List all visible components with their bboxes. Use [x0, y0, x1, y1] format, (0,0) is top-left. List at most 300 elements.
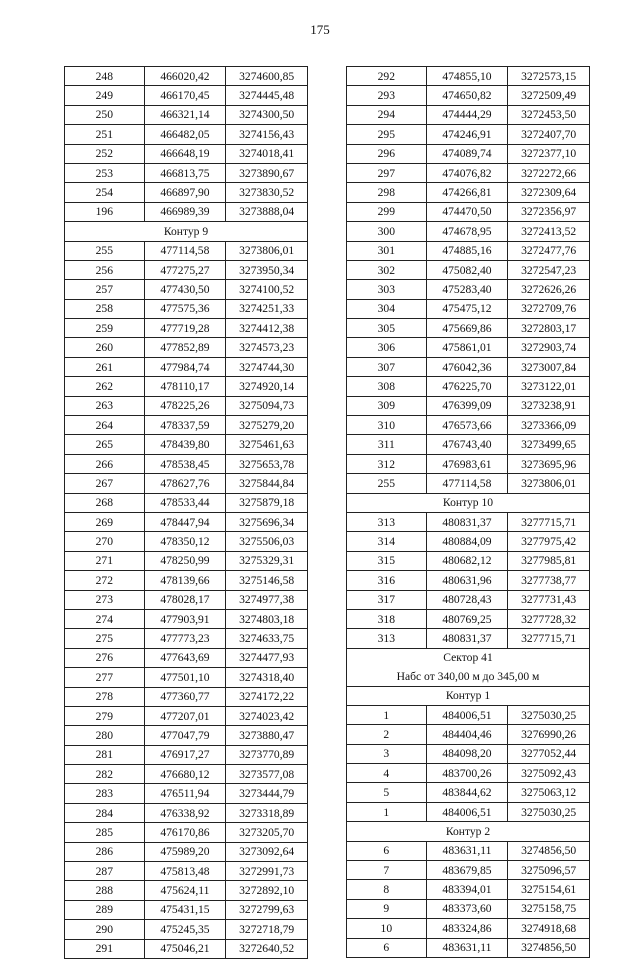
- y-coordinate-cell: 3274156,43: [226, 125, 308, 144]
- point-number-cell: 272: [65, 571, 145, 590]
- point-number-cell: 310: [347, 416, 427, 435]
- y-coordinate-cell: 3272547,23: [508, 260, 590, 279]
- table-row: [347, 609, 590, 628]
- point-number-cell: 268: [65, 493, 145, 512]
- x-coordinate-cell: 475669,86: [426, 319, 508, 338]
- x-coordinate-cell: 474089,74: [426, 144, 508, 163]
- point-number-cell: 275: [65, 629, 145, 648]
- x-coordinate-cell: 476573,66: [426, 416, 508, 435]
- point-number-cell: 250: [65, 105, 145, 124]
- point-number-cell: 295: [347, 125, 427, 144]
- x-coordinate-cell: 477903,91: [144, 609, 226, 628]
- x-coordinate-cell: 475624,11: [144, 881, 226, 900]
- x-coordinate-cell: 477773,23: [144, 629, 226, 648]
- y-coordinate-cell: 3277728,32: [508, 609, 590, 628]
- y-coordinate-cell: 3274318,40: [226, 668, 308, 687]
- x-coordinate-cell: 480682,12: [426, 551, 508, 570]
- point-number-cell: 263: [65, 396, 145, 415]
- point-number-cell: 5: [347, 783, 427, 802]
- point-number-cell: 298: [347, 183, 427, 202]
- point-number-cell: 269: [65, 512, 145, 531]
- y-coordinate-cell: 3274744,30: [226, 357, 308, 376]
- point-number-cell: 255: [65, 241, 145, 260]
- y-coordinate-cell: 3277975,42: [508, 532, 590, 551]
- y-coordinate-cell: 3277985,81: [508, 551, 590, 570]
- x-coordinate-cell: 478110,17: [144, 377, 226, 396]
- y-coordinate-cell: 3273122,01: [508, 377, 590, 396]
- x-coordinate-cell: 475431,15: [144, 900, 226, 919]
- table-row: [65, 590, 308, 609]
- x-coordinate-cell: 474650,82: [426, 86, 508, 105]
- point-number-cell: 302: [347, 260, 427, 279]
- x-coordinate-cell: 476225,70: [426, 377, 508, 396]
- point-number-cell: 258: [65, 299, 145, 318]
- x-coordinate-cell: 477047,79: [144, 726, 226, 745]
- y-coordinate-cell: 3273318,89: [226, 803, 308, 822]
- point-number-cell: 265: [65, 435, 145, 454]
- section-header: Набс от 340,00 м до 345,00 м: [347, 667, 590, 686]
- x-coordinate-cell: 477643,69: [144, 648, 226, 667]
- y-coordinate-cell: 3274573,23: [226, 338, 308, 357]
- table-row: [347, 357, 590, 376]
- y-coordinate-cell: 3274477,93: [226, 648, 308, 667]
- x-coordinate-cell: 477207,01: [144, 706, 226, 725]
- y-coordinate-cell: 3272272,66: [508, 163, 590, 182]
- x-coordinate-cell: 475283,40: [426, 280, 508, 299]
- y-coordinate-cell: 3272799,63: [226, 900, 308, 919]
- y-coordinate-cell: 3275092,43: [508, 764, 590, 783]
- y-coordinate-cell: 3275158,75: [508, 899, 590, 918]
- point-number-cell: 291: [65, 939, 145, 958]
- x-coordinate-cell: 477275,27: [144, 260, 226, 279]
- table-row: [347, 532, 590, 551]
- point-number-cell: 252: [65, 144, 145, 163]
- y-coordinate-cell: 3274977,38: [226, 590, 308, 609]
- point-number-cell: 287: [65, 862, 145, 881]
- x-coordinate-cell: 478139,66: [144, 571, 226, 590]
- y-coordinate-cell: 3272903,74: [508, 338, 590, 357]
- table-row: [347, 396, 590, 415]
- table-row: [65, 629, 308, 648]
- table-row: [65, 648, 308, 667]
- point-number-cell: 300: [347, 222, 427, 241]
- y-coordinate-cell: 3272892,10: [226, 881, 308, 900]
- x-coordinate-cell: 477114,58: [144, 241, 226, 260]
- y-coordinate-cell: 3273577,08: [226, 765, 308, 784]
- point-number-cell: 306: [347, 338, 427, 357]
- table-row: [65, 532, 308, 551]
- point-number-cell: 267: [65, 474, 145, 493]
- x-coordinate-cell: 466321,14: [144, 105, 226, 124]
- point-number-cell: 2: [347, 725, 427, 744]
- table-row: [65, 920, 308, 939]
- y-coordinate-cell: 3272407,70: [508, 125, 590, 144]
- y-coordinate-cell: 3273238,91: [508, 396, 590, 415]
- table-row: [347, 86, 590, 105]
- y-coordinate-cell: 3272453,50: [508, 105, 590, 124]
- table-row: [347, 861, 590, 880]
- y-coordinate-cell: 3274633,75: [226, 629, 308, 648]
- y-coordinate-cell: 3275879,18: [226, 493, 308, 512]
- table-row: [347, 125, 590, 144]
- point-number-cell: 286: [65, 842, 145, 861]
- y-coordinate-cell: 3273695,96: [508, 454, 590, 473]
- table-row: [347, 67, 590, 86]
- point-number-cell: 273: [65, 590, 145, 609]
- y-coordinate-cell: 3272356,97: [508, 202, 590, 221]
- table-row: [65, 842, 308, 861]
- x-coordinate-cell: 476338,92: [144, 803, 226, 822]
- x-coordinate-cell: 483631,11: [426, 841, 508, 860]
- point-number-cell: 294: [347, 105, 427, 124]
- table-row: [347, 590, 590, 609]
- table-row: [347, 163, 590, 182]
- point-number-cell: 301: [347, 241, 427, 260]
- table-row: [65, 668, 308, 687]
- y-coordinate-cell: 3275154,61: [508, 880, 590, 899]
- table-row: [65, 609, 308, 628]
- coordinates-table-left: [64, 66, 308, 959]
- y-coordinate-cell: 3272509,49: [508, 86, 590, 105]
- y-coordinate-cell: 3274412,38: [226, 319, 308, 338]
- y-coordinate-cell: 3273366,09: [508, 416, 590, 435]
- y-coordinate-cell: 3273007,84: [508, 357, 590, 376]
- x-coordinate-cell: 484006,51: [426, 802, 508, 821]
- x-coordinate-cell: 476983,61: [426, 454, 508, 473]
- table-row: [65, 571, 308, 590]
- y-coordinate-cell: 3277052,44: [508, 744, 590, 763]
- x-coordinate-cell: 480728,43: [426, 590, 508, 609]
- point-number-cell: 304: [347, 299, 427, 318]
- y-coordinate-cell: 3274856,50: [508, 938, 590, 957]
- point-number-cell: 261: [65, 357, 145, 376]
- point-number-cell: 281: [65, 745, 145, 764]
- y-coordinate-cell: 3273444,79: [226, 784, 308, 803]
- x-coordinate-cell: 476170,86: [144, 823, 226, 842]
- y-coordinate-cell: 3272991,73: [226, 862, 308, 881]
- x-coordinate-cell: 476743,40: [426, 435, 508, 454]
- point-number-cell: 289: [65, 900, 145, 919]
- x-coordinate-cell: 466813,75: [144, 163, 226, 182]
- point-number-cell: 283: [65, 784, 145, 803]
- point-number-cell: 307: [347, 357, 427, 376]
- table-row: [347, 222, 590, 241]
- y-coordinate-cell: 3273880,47: [226, 726, 308, 745]
- table-row: [65, 784, 308, 803]
- table-row: [347, 435, 590, 454]
- point-number-cell: 313: [347, 629, 427, 648]
- y-coordinate-cell: 3275329,31: [226, 551, 308, 570]
- table-row: [65, 299, 308, 318]
- y-coordinate-cell: 3272709,76: [508, 299, 590, 318]
- y-coordinate-cell: 3274445,48: [226, 86, 308, 105]
- table-row: [65, 435, 308, 454]
- section-header: Контур 9: [65, 222, 308, 241]
- table-row: [65, 396, 308, 415]
- y-coordinate-cell: 3273806,01: [508, 474, 590, 493]
- table-row: [347, 551, 590, 570]
- x-coordinate-cell: 476399,09: [426, 396, 508, 415]
- point-number-cell: 6: [347, 938, 427, 957]
- x-coordinate-cell: 483700,26: [426, 764, 508, 783]
- y-coordinate-cell: 3273830,52: [226, 183, 308, 202]
- table-row: [347, 764, 590, 783]
- x-coordinate-cell: 475082,40: [426, 260, 508, 279]
- table-row: [65, 144, 308, 163]
- point-number-cell: 266: [65, 454, 145, 473]
- point-number-cell: 305: [347, 319, 427, 338]
- x-coordinate-cell: 483324,86: [426, 919, 508, 938]
- y-coordinate-cell: 3273205,70: [226, 823, 308, 842]
- table-row: [347, 938, 590, 957]
- point-number-cell: 284: [65, 803, 145, 822]
- x-coordinate-cell: 475813,48: [144, 862, 226, 881]
- point-number-cell: 313: [347, 512, 427, 531]
- x-coordinate-cell: 478533,44: [144, 493, 226, 512]
- x-coordinate-cell: 474885,16: [426, 241, 508, 260]
- table-row: [347, 744, 590, 763]
- point-number-cell: 318: [347, 609, 427, 628]
- y-coordinate-cell: 3272803,17: [508, 319, 590, 338]
- x-coordinate-cell: 474246,91: [426, 125, 508, 144]
- table-row: [65, 881, 308, 900]
- point-number-cell: 292: [347, 67, 427, 86]
- point-number-cell: 4: [347, 764, 427, 783]
- point-number-cell: 255: [347, 474, 427, 493]
- table-row: [65, 706, 308, 725]
- y-coordinate-cell: 3274172,22: [226, 687, 308, 706]
- y-coordinate-cell: 3275030,25: [508, 802, 590, 821]
- point-number-cell: 296: [347, 144, 427, 163]
- table-row: [65, 823, 308, 842]
- table-row: [347, 299, 590, 318]
- y-coordinate-cell: 3272718,79: [226, 920, 308, 939]
- x-coordinate-cell: 478439,80: [144, 435, 226, 454]
- table-row: [65, 765, 308, 784]
- table-row: [347, 783, 590, 802]
- point-number-cell: 196: [65, 202, 145, 221]
- x-coordinate-cell: 475861,01: [426, 338, 508, 357]
- y-coordinate-cell: 3273806,01: [226, 241, 308, 260]
- point-number-cell: 251: [65, 125, 145, 144]
- x-coordinate-cell: 477430,50: [144, 280, 226, 299]
- x-coordinate-cell: 474076,82: [426, 163, 508, 182]
- y-coordinate-cell: 3272477,76: [508, 241, 590, 260]
- x-coordinate-cell: 483394,01: [426, 880, 508, 899]
- point-number-cell: 248: [65, 67, 145, 86]
- point-number-cell: 297: [347, 163, 427, 182]
- y-coordinate-cell: 3275461,63: [226, 435, 308, 454]
- y-coordinate-cell: 3276990,26: [508, 725, 590, 744]
- y-coordinate-cell: 3272640,52: [226, 939, 308, 958]
- point-number-cell: 311: [347, 435, 427, 454]
- section-header: Сектор 41: [347, 648, 590, 667]
- x-coordinate-cell: 475046,21: [144, 939, 226, 958]
- x-coordinate-cell: 480769,25: [426, 609, 508, 628]
- table-row: [65, 86, 308, 105]
- y-coordinate-cell: 3275063,12: [508, 783, 590, 802]
- point-number-cell: 7: [347, 861, 427, 880]
- point-number-cell: 253: [65, 163, 145, 182]
- table-row: [65, 862, 308, 881]
- x-coordinate-cell: 478028,17: [144, 590, 226, 609]
- point-number-cell: 278: [65, 687, 145, 706]
- table-row: [65, 357, 308, 376]
- y-coordinate-cell: 3277715,71: [508, 512, 590, 531]
- x-coordinate-cell: 466020,42: [144, 67, 226, 86]
- table-row: [347, 377, 590, 396]
- y-coordinate-cell: 3275506,03: [226, 532, 308, 551]
- point-number-cell: 270: [65, 532, 145, 551]
- section-header-row: [347, 686, 590, 705]
- x-coordinate-cell: 477501,10: [144, 668, 226, 687]
- table-row: [347, 319, 590, 338]
- point-number-cell: 293: [347, 86, 427, 105]
- y-coordinate-cell: 3274100,52: [226, 280, 308, 299]
- y-coordinate-cell: 3277715,71: [508, 629, 590, 648]
- table-row: [347, 705, 590, 724]
- x-coordinate-cell: 466170,45: [144, 86, 226, 105]
- section-header-row: [65, 222, 308, 241]
- point-number-cell: 259: [65, 319, 145, 338]
- point-number-cell: 8: [347, 880, 427, 899]
- x-coordinate-cell: 483373,60: [426, 899, 508, 918]
- x-coordinate-cell: 483679,85: [426, 861, 508, 880]
- table-row: [65, 939, 308, 958]
- table-row: [65, 493, 308, 512]
- x-coordinate-cell: 476511,94: [144, 784, 226, 803]
- x-coordinate-cell: 483631,11: [426, 938, 508, 957]
- point-number-cell: 9: [347, 899, 427, 918]
- section-header-row: [347, 822, 590, 841]
- table-row: [65, 726, 308, 745]
- point-number-cell: 317: [347, 590, 427, 609]
- x-coordinate-cell: 480884,09: [426, 532, 508, 551]
- x-coordinate-cell: 466897,90: [144, 183, 226, 202]
- x-coordinate-cell: 474678,95: [426, 222, 508, 241]
- point-number-cell: 299: [347, 202, 427, 221]
- point-number-cell: 290: [65, 920, 145, 939]
- y-coordinate-cell: 3273770,89: [226, 745, 308, 764]
- section-header: Контур 2: [347, 822, 590, 841]
- y-coordinate-cell: 3274856,50: [508, 841, 590, 860]
- table-row: [347, 241, 590, 260]
- point-number-cell: 315: [347, 551, 427, 570]
- table-row: [347, 454, 590, 473]
- x-coordinate-cell: 475475,12: [426, 299, 508, 318]
- table-row: [65, 687, 308, 706]
- x-coordinate-cell: 484404,46: [426, 725, 508, 744]
- x-coordinate-cell: 474470,50: [426, 202, 508, 221]
- x-coordinate-cell: 475989,20: [144, 842, 226, 861]
- table-row: [347, 512, 590, 531]
- table-row: [65, 260, 308, 279]
- point-number-cell: 288: [65, 881, 145, 900]
- x-coordinate-cell: 477114,58: [426, 474, 508, 493]
- x-coordinate-cell: 466989,39: [144, 202, 226, 221]
- table-row: [65, 745, 308, 764]
- x-coordinate-cell: 480631,96: [426, 571, 508, 590]
- y-coordinate-cell: 3272377,10: [508, 144, 590, 163]
- x-coordinate-cell: 474855,10: [426, 67, 508, 86]
- y-coordinate-cell: 3275030,25: [508, 705, 590, 724]
- page-number: 175: [310, 22, 330, 37]
- y-coordinate-cell: 3273950,34: [226, 260, 308, 279]
- table-row: [347, 474, 590, 493]
- point-number-cell: 264: [65, 416, 145, 435]
- table-row: [65, 454, 308, 473]
- x-coordinate-cell: 466648,19: [144, 144, 226, 163]
- x-coordinate-cell: 478225,26: [144, 396, 226, 415]
- x-coordinate-cell: 474444,29: [426, 105, 508, 124]
- point-number-cell: 282: [65, 765, 145, 784]
- table-row: [65, 416, 308, 435]
- x-coordinate-cell: 475245,35: [144, 920, 226, 939]
- table-row: [65, 183, 308, 202]
- x-coordinate-cell: 477719,28: [144, 319, 226, 338]
- y-coordinate-cell: 3277738,77: [508, 571, 590, 590]
- section-header-row: [347, 493, 590, 512]
- point-number-cell: 260: [65, 338, 145, 357]
- x-coordinate-cell: 477852,89: [144, 338, 226, 357]
- x-coordinate-cell: 483844,62: [426, 783, 508, 802]
- x-coordinate-cell: 477984,74: [144, 357, 226, 376]
- table-row: [65, 105, 308, 124]
- point-number-cell: 254: [65, 183, 145, 202]
- coordinates-table-right: [346, 66, 590, 958]
- point-number-cell: 3: [347, 744, 427, 763]
- y-coordinate-cell: 3275844,84: [226, 474, 308, 493]
- table-row: [65, 241, 308, 260]
- table-row: [65, 163, 308, 182]
- x-coordinate-cell: 466482,05: [144, 125, 226, 144]
- y-coordinate-cell: 3272309,64: [508, 183, 590, 202]
- y-coordinate-cell: 3273092,64: [226, 842, 308, 861]
- table-row: [347, 629, 590, 648]
- y-coordinate-cell: 3272573,15: [508, 67, 590, 86]
- y-coordinate-cell: 3272413,52: [508, 222, 590, 241]
- section-header: Контур 1: [347, 686, 590, 705]
- table-row: [347, 725, 590, 744]
- table-row: [347, 802, 590, 821]
- table-row: [347, 183, 590, 202]
- x-coordinate-cell: 478627,76: [144, 474, 226, 493]
- table-row: [347, 880, 590, 899]
- section-header-row: [347, 648, 590, 667]
- y-coordinate-cell: 3274803,18: [226, 609, 308, 628]
- point-number-cell: 280: [65, 726, 145, 745]
- point-number-cell: 257: [65, 280, 145, 299]
- y-coordinate-cell: 3275279,20: [226, 416, 308, 435]
- point-number-cell: 1: [347, 802, 427, 821]
- table-row: [65, 474, 308, 493]
- x-coordinate-cell: 484098,20: [426, 744, 508, 763]
- point-number-cell: 279: [65, 706, 145, 725]
- y-coordinate-cell: 3272626,26: [508, 280, 590, 299]
- x-coordinate-cell: 476680,12: [144, 765, 226, 784]
- x-coordinate-cell: 477575,36: [144, 299, 226, 318]
- x-coordinate-cell: 476917,27: [144, 745, 226, 764]
- point-number-cell: 262: [65, 377, 145, 396]
- table-row: [65, 280, 308, 299]
- table-row: [65, 900, 308, 919]
- point-number-cell: 285: [65, 823, 145, 842]
- y-coordinate-cell: 3273890,67: [226, 163, 308, 182]
- table-row: [347, 280, 590, 299]
- table-row: [347, 105, 590, 124]
- x-coordinate-cell: 480831,37: [426, 629, 508, 648]
- point-number-cell: 10: [347, 919, 427, 938]
